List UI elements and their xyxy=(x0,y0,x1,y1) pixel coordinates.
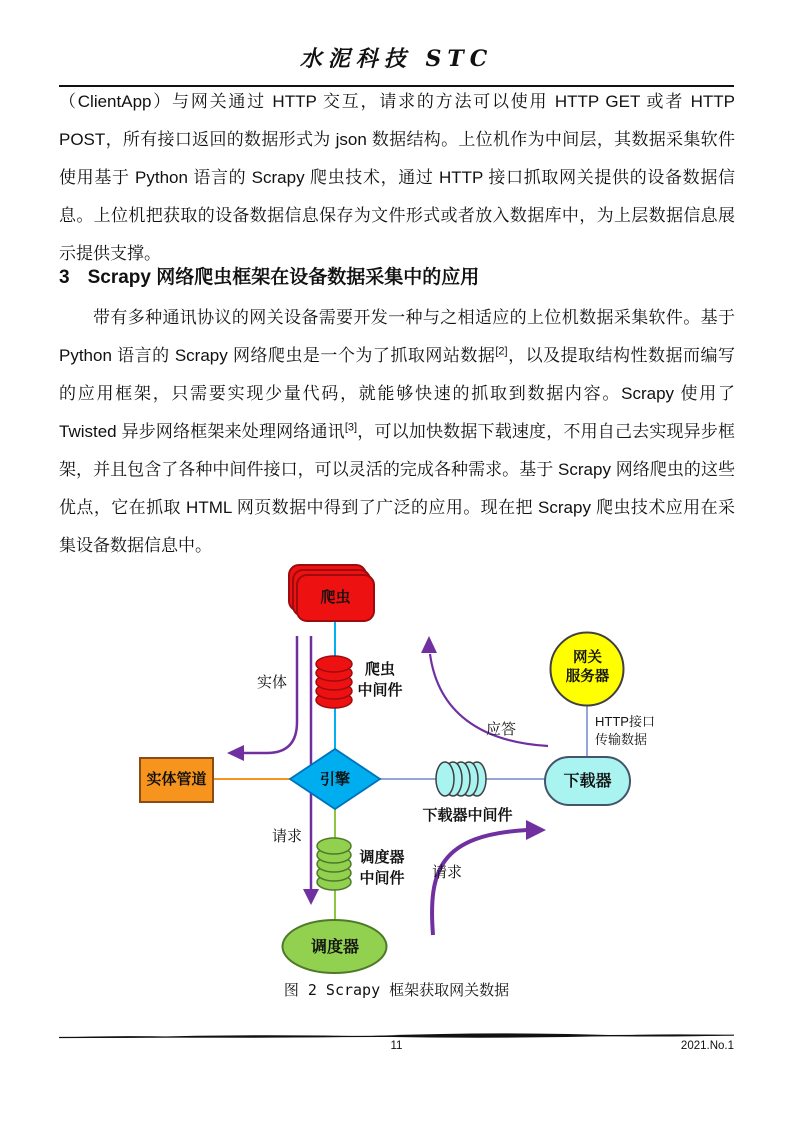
citation-2: [2] xyxy=(495,345,508,358)
scrapy-framework-diagram xyxy=(0,560,793,980)
section-heading xyxy=(59,262,735,289)
spider-middleware-node xyxy=(316,656,352,708)
paragraph-2-segment: ，以及提取结构性数据而编写的应用框架，只需要实现少量代码，就能够快速的抓取到数据内容。Scrapy 使用了 Twisted 异步网络框架来处理网络通讯 xyxy=(59,346,735,441)
entity-edge-label: 实体 xyxy=(257,674,288,691)
citation-3: [3] xyxy=(344,421,358,434)
downloader-middleware-node xyxy=(436,762,486,796)
gateway-server-label: 网关 服务器 xyxy=(565,650,610,685)
downloader-middleware-label: 下载器中间件 xyxy=(422,807,513,824)
request-right-edge-label: 请求 xyxy=(432,864,463,881)
section-title: Scrapy 网络爬虫框架在设备数据采集中的应用 xyxy=(87,267,480,288)
paragraph-2-segment: 带有多种通讯协议的网关设备需要开发一种与之相适应的上位机数据采集软件。基于 Python 语言的 Scrapy 网络爬虫是一个为了抓取网站数据 xyxy=(59,308,735,365)
section-number: 3 xyxy=(59,267,70,288)
http-interface-label: HTTP接口 传输数据 xyxy=(595,714,655,747)
downloader-label: 下载器 xyxy=(563,773,612,790)
paragraph-2-segment: ，可以加快数据下载速度，不用自己去实现异步框架，并且包含了各种中间件接口，可以灵活的完成各种需求。基于 Scrapy 网络爬虫的这些优点，它在抓取 HTML 网页数据中得到了广泛的应用。现在把 Scrapy 爬虫技术应用在采集设备数据信息中。 xyxy=(59,422,736,555)
response-edge-label: 应答 xyxy=(486,721,517,738)
paragraph-2 xyxy=(59,299,735,565)
diagram-canvas xyxy=(0,560,793,980)
spider-middleware-label: 爬虫 中间件 xyxy=(357,661,403,699)
page-number: 11 xyxy=(390,1040,403,1052)
engine-label: 引擎 xyxy=(319,771,350,788)
request-down-edge-label: 请求 xyxy=(272,828,303,845)
scheduler-middleware-node xyxy=(317,838,351,890)
journal-header-title: 水泥科技 STC xyxy=(299,46,494,72)
paragraph-1: （ClientApp）与网关通过 HTTP 交互，请求的方法可以使用 HTTP GET 或者 HTTP POST，所有接口返回的数据形式为 json 数据结构。上位机作为中间层，其数据采集软件使用基于 Python 语言的 Scrapy 爬虫技术，通过 HTTP 接口抓取网关提供的设备数据信息。上位机把获取的设备数据信息保存为文件形式或者放入数据库中，为上层数据信息展示提供支撑。 xyxy=(59,92,735,263)
response-arrow xyxy=(421,636,548,746)
issue-number: 2021.No.1 xyxy=(680,1040,734,1052)
scheduler-middleware-label: 调度器 中间件 xyxy=(359,849,405,887)
spider-label: 爬虫 xyxy=(320,589,351,606)
figure-caption: 图 2 Scrapy 框架获取网关数据 xyxy=(283,981,510,999)
entity-pipeline-label: 实体管道 xyxy=(146,771,207,788)
scheduler-label: 调度器 xyxy=(310,939,359,956)
entity-arrow xyxy=(227,636,297,761)
